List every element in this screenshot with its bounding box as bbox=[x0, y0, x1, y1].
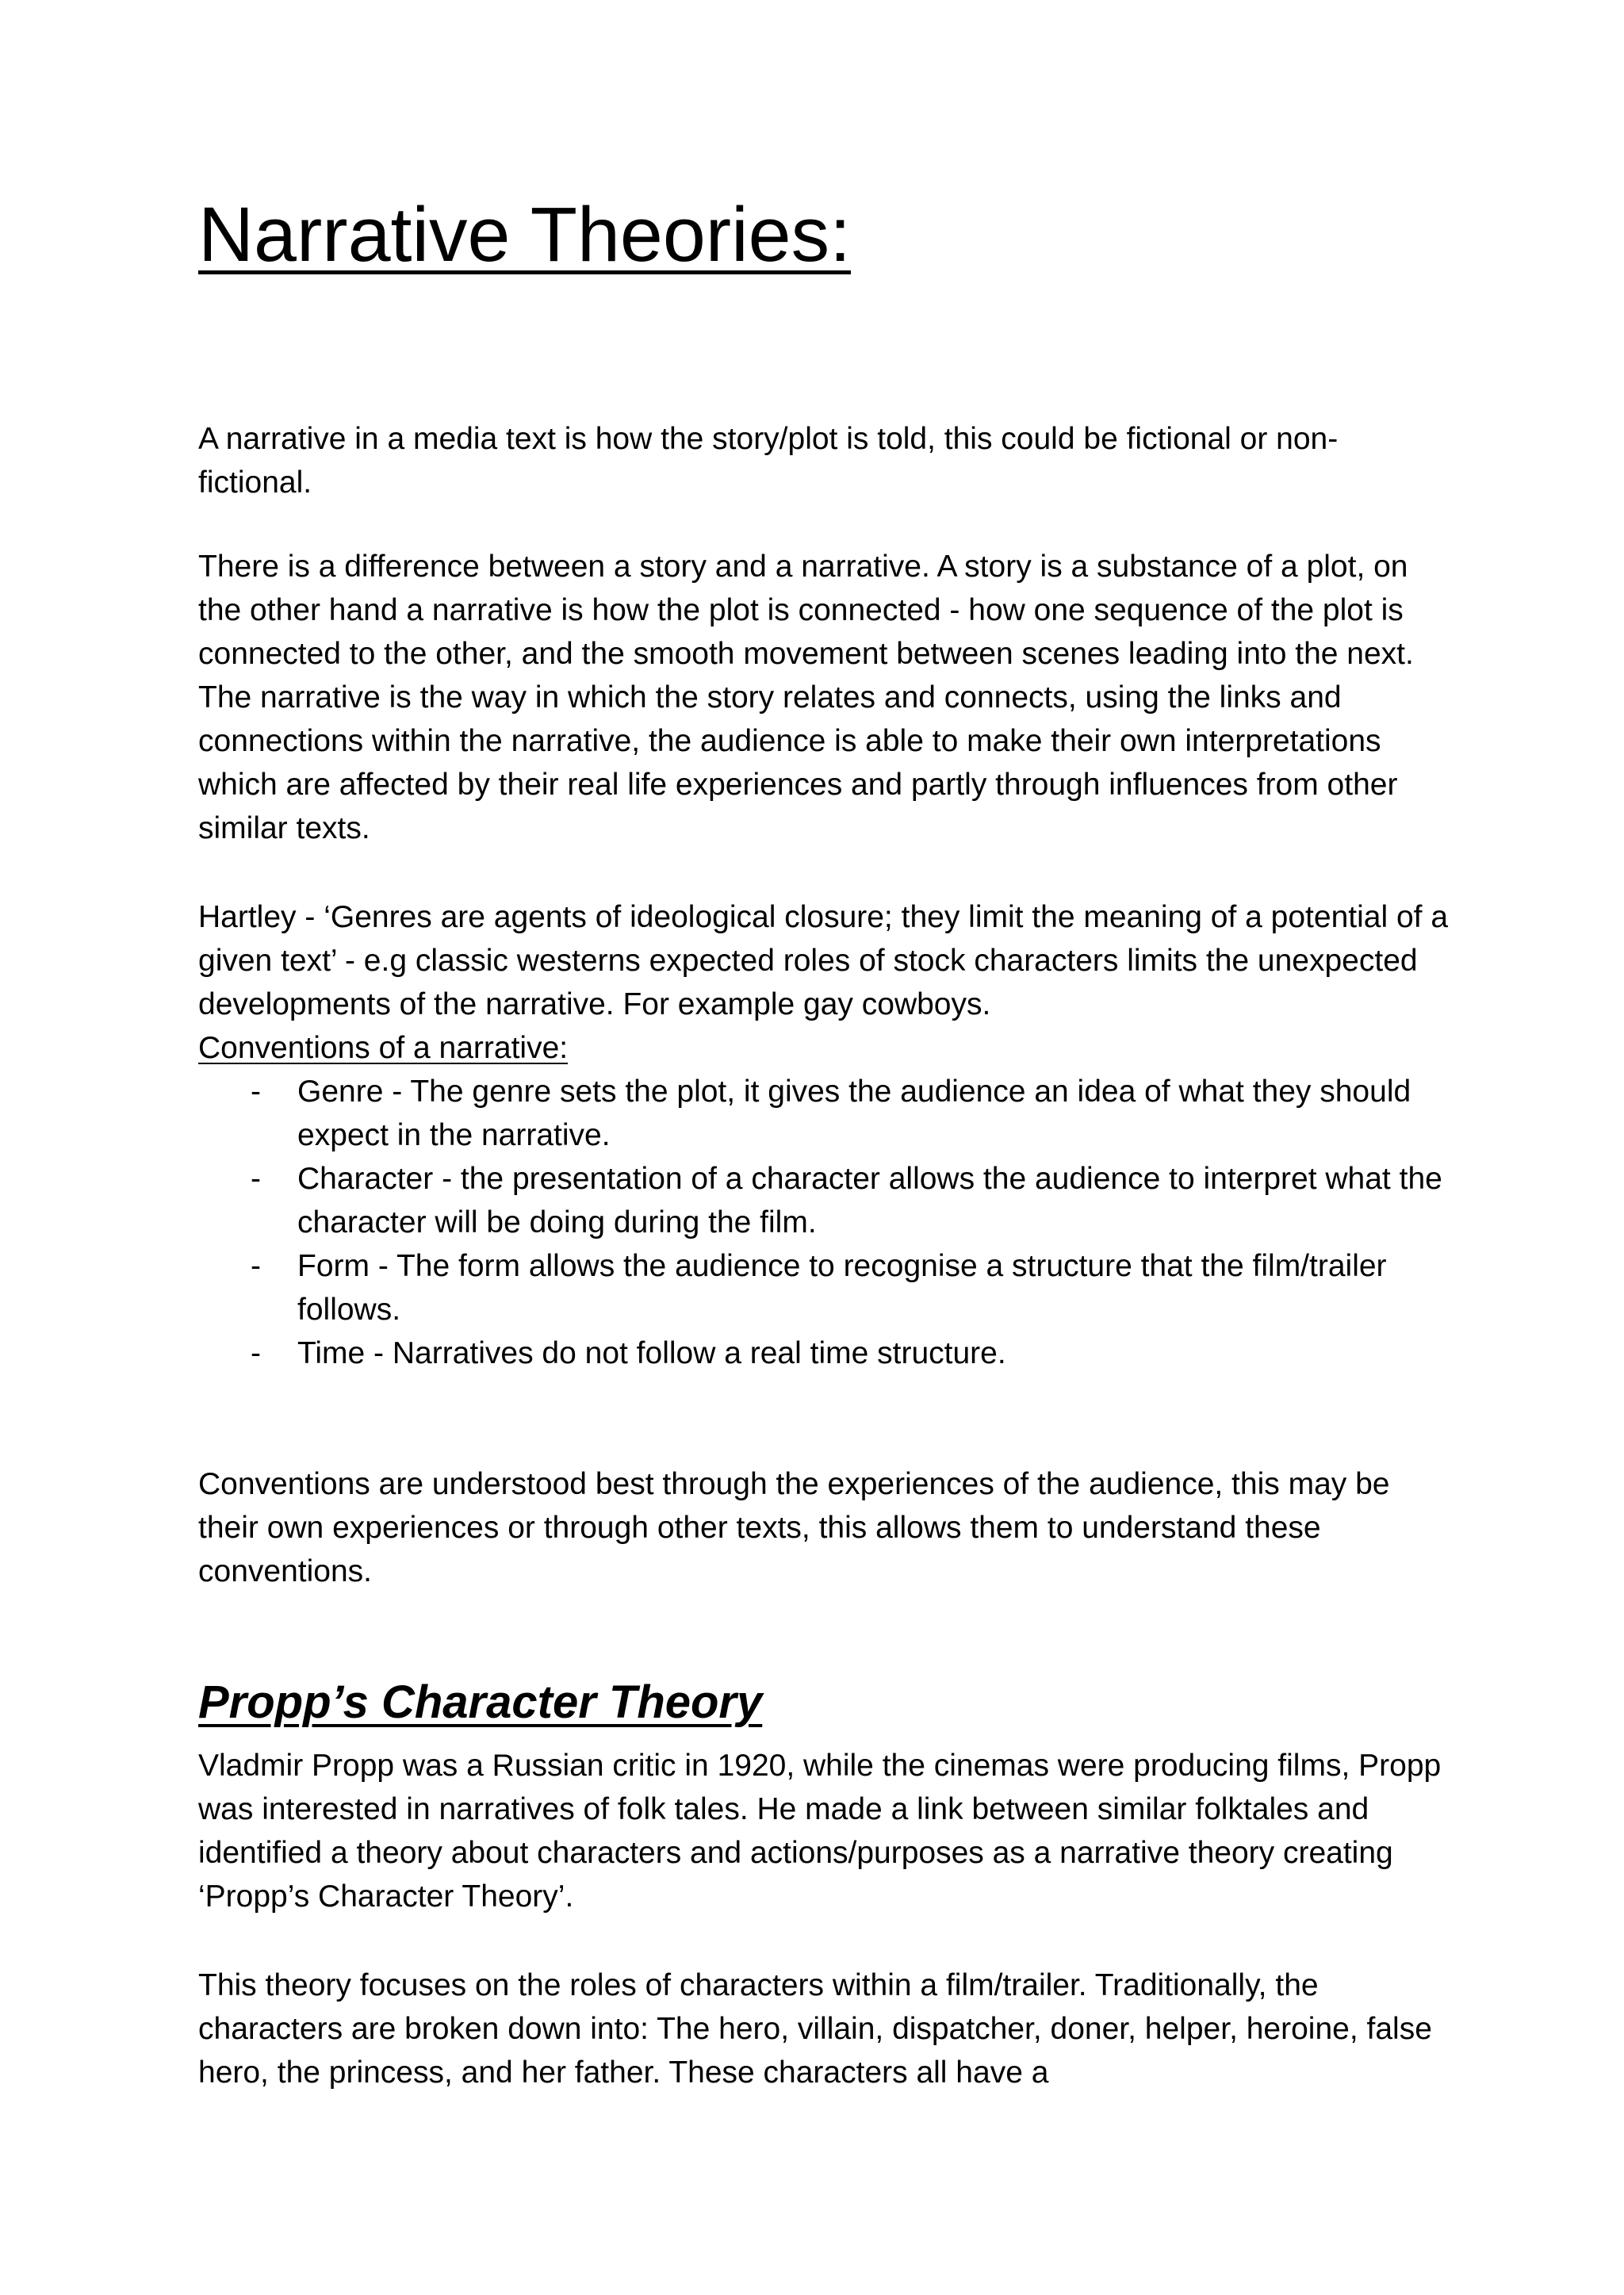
conventions-summary-paragraph: Conventions are understood best through the experiences of the audience, this may be their own experiences or through other texts, this allows them to understand these conventions. bbox=[198, 1467, 1390, 1588]
list-item-text: Genre - The genre sets the plot, it gives the audience an idea of what they should expect in the narrative. bbox=[297, 1075, 1411, 1152]
hartley-quote-paragraph: Hartley - ‘Genres are agents of ideological closure; they limit the meaning of a potential of a given text’ - e.g classic westerns expected roles of stock characters limits the unexpected developments of the narrative. For example gay cowboys. bbox=[198, 900, 1449, 1021]
list-item bbox=[198, 1070, 1451, 1157]
propp-section-heading: Propp’s Character Theory bbox=[198, 1676, 763, 1728]
list-item-text: Time - Narratives do not follow a real time structure. bbox=[297, 1336, 1006, 1370]
intro-paragraph: A narrative in a media text is how the story/plot is told, this could be fictional or non-fictional. bbox=[198, 422, 1339, 500]
propp-intro-paragraph: Vladmir Propp was a Russian critic in 1920, while the cinemas were producing films, Propp was interested in narratives of folk tales. He made a link between similar folktales and identified a theory about characters and actions/purposes as a narrative theory creating ‘Propp’s Character Theory’. bbox=[198, 1749, 1442, 1914]
conventions-heading: Conventions of a narrative: bbox=[198, 1031, 569, 1065]
list-item bbox=[198, 1244, 1451, 1331]
page-title: Narrative Theories: bbox=[198, 191, 852, 278]
story-vs-narrative-paragraph: There is a difference between a story and a narrative. A story is a substance of a plot, on the other hand a narrative is how the plot is connected - how one sequence of the plot is connected to the other, and the smooth movement between scenes leading into the next. The narrative is the way in which the story relates and connects, using the links and connections within the narrative, the audience is able to make their own interpretations which are affected by their real life experiences and partly through influences from other similar texts. bbox=[198, 550, 1414, 845]
conventions-list bbox=[198, 1070, 1451, 1375]
conventions-heading-line bbox=[198, 1026, 1451, 1070]
list-bullet: - bbox=[251, 1162, 261, 1196]
list-item bbox=[198, 1331, 1451, 1375]
list-item-text: Form - The form allows the audience to recognise a structure that the film/trailer follows. bbox=[297, 1249, 1387, 1327]
list-item-text: Character - the presentation of a character allows the audience to interpret what the character will be doing during the film. bbox=[297, 1162, 1442, 1239]
list-bullet: - bbox=[251, 1336, 261, 1370]
list-bullet: - bbox=[251, 1249, 261, 1283]
list-bullet: - bbox=[251, 1075, 261, 1109]
list-item bbox=[198, 1157, 1451, 1244]
propp-roles-paragraph: This theory focuses on the roles of characters within a film/trailer. Traditionally, the characters are broken down into: The hero, villain, dispatcher, doner, helper, heroine, false hero, the princess, and her father. These characters all have a bbox=[198, 1968, 1432, 2090]
